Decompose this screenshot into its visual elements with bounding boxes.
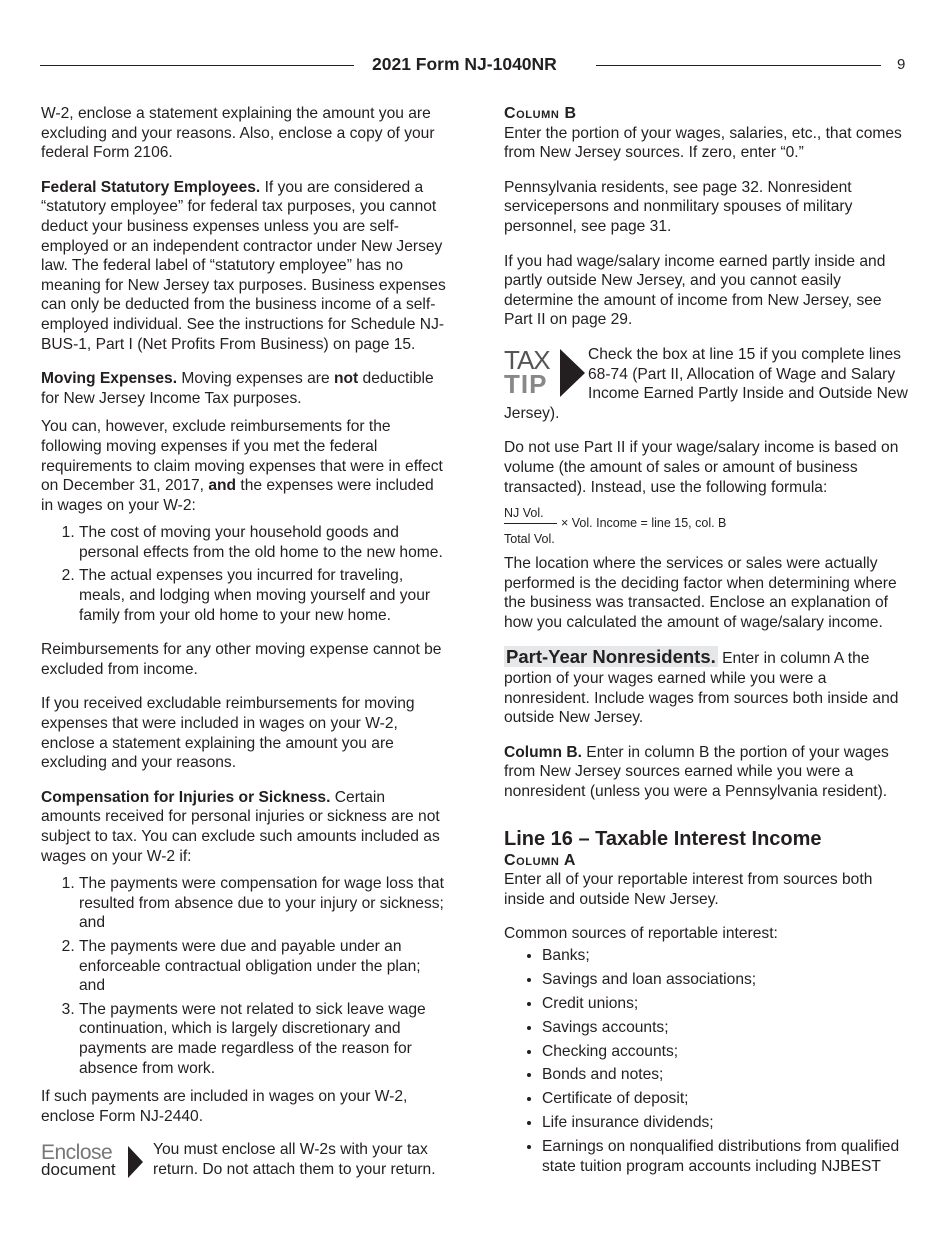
- header-rule-left: [40, 65, 354, 66]
- run-in-heading: Federal Statutory Employees.: [41, 178, 261, 196]
- list-item: • Checking accounts;: [542, 1042, 912, 1062]
- tax-tip-text: Check the box at line 15 if you complete lines 68-74 (Part II, Allocation of Wage and Salary Income Earned Partly Inside and Outside New Jersey).: [504, 345, 908, 422]
- emphasis: and: [208, 477, 237, 495]
- volume-formula: [504, 506, 912, 548]
- enclose-label: Enclose: [41, 1141, 113, 1165]
- enclose-text: You must enclose all W-2s with your tax return. Do not attach them to your return.: [153, 1141, 436, 1178]
- statutory-employees-paragraph: [41, 178, 449, 354]
- interest-sources-list: [504, 946, 912, 1176]
- column-b-paragraph: [504, 743, 912, 802]
- arrow-icon: [128, 1146, 143, 1178]
- paragraph-text: deductible for New Jersey Income Tax purposes.: [41, 370, 434, 407]
- injuries-paragraph: [41, 788, 449, 866]
- paragraph: Enter the portion of your wages, salaries, etc., that comes from New Jersey sources. If zero, enter “0.”: [504, 124, 902, 162]
- paragraph: W-2, enclose a statement explaining the amount you are excluding and your reasons. Also, enclose a copy of your federal Form 2106.: [41, 105, 435, 162]
- paragraph-text: Enter in column B the portion of your wages from New Jersey sources earned while you were a nonresident (unless you were a Pennsylvania resident).: [504, 743, 889, 801]
- page-header: [40, 55, 910, 77]
- moving-expenses-paragraph: [41, 369, 449, 408]
- list-item: • Banks;: [542, 946, 912, 966]
- formula-denominator: Total Vol.: [504, 532, 555, 547]
- paragraph: If you received excludable reimbursements for moving expenses that were included in wages on your W-2, enclose a statement explaining the amount you are excluding and your reasons.: [41, 695, 415, 772]
- right-column: [504, 104, 912, 1181]
- run-in-heading: Compensation for Injuries or Sickness.: [41, 788, 331, 806]
- formula-numerator: NJ Vol.: [504, 506, 544, 521]
- column-b-heading: Column B: [504, 105, 577, 122]
- list-item: 1. The cost of moving your household goods and personal effects from the old home to the new home.: [79, 523, 449, 562]
- left-column: [41, 104, 449, 1182]
- emphasis: not: [333, 370, 359, 388]
- list-item: • Earnings on nonqualified distributions from qualified state tuition program accounts including NJBEST: [542, 1137, 912, 1176]
- form-title: 2021 Form NJ-1040NR: [372, 54, 557, 74]
- paragraph-text: Moving expenses are: [177, 370, 334, 388]
- paragraph-text: You can, however, exclude reimbursements for the following moving expenses if you met the federal requirements to claim moving expenses that were in effect on December 31, 2017,: [41, 418, 443, 495]
- paragraph-text: If you are considered a “statutory employee” for federal tax purposes, you cannot deduct your business expenses unless you are self-employed or an independent contractor under New Jersey law. The federal label of “statutory employee” has no meaning for New Jersey tax purposes. Business expenses can only be deducted from the business income of a self-employed individual. See the instructions for Schedule NJ-BUS-1, Part I (Net Profits From Business) on page 15.: [41, 178, 446, 353]
- injury-conditions-list: [41, 874, 449, 1078]
- list-item: • Savings and loan associations;: [542, 970, 912, 990]
- list-item: • Bonds and notes;: [542, 1065, 912, 1085]
- run-in-heading: Column B.: [504, 743, 582, 761]
- paragraph: Enter all of your reportable interest from sources both inside and outside New Jersey.: [504, 871, 873, 908]
- paragraph: Reimbursements for any other moving expense cannot be excluded from income.: [41, 641, 442, 678]
- tax-tip-callout: [504, 345, 912, 423]
- line-16-heading: Line 16 – Taxable Interest Income: [504, 827, 822, 850]
- column-a-heading: Column A: [504, 851, 577, 869]
- tax-tip-icon: [504, 344, 588, 401]
- moving-expense-list: [41, 523, 449, 625]
- paragraph: If you had wage/salary income earned partly inside and partly outside New Jersey, and you cannot easily determine the amount of income from New Jersey, see Part II on page 29.: [504, 252, 886, 329]
- list-item: • Life insurance dividends;: [542, 1113, 912, 1133]
- list-item: • Certificate of deposit;: [542, 1089, 912, 1109]
- list-item: 3. The payments were not related to sick leave wage continuation, which is largely discretionary and payments are made regardless of the reason for absence from work.: [79, 1000, 449, 1078]
- paragraph-text: Enter in column A the portion of your wages earned while you were a nonresident. Include wages from sources both inside and outside New Jersey.: [504, 650, 899, 727]
- paragraph: Pennsylvania residents, see page 32. Nonresident servicepersons and nonmilitary spouses of military personnel, see page 31.: [504, 178, 853, 235]
- paragraph: Do not use Part II if your wage/salary income is based on volume (the amount of sales or amount of business transacted). Instead, use the following formula:: [504, 439, 899, 496]
- header-rule-right: [596, 65, 881, 66]
- paragraph-text: the expenses were included in wages on your W-2:: [41, 477, 434, 514]
- run-in-heading: Moving Expenses.: [41, 370, 178, 388]
- paragraph: Common sources of reportable interest:: [504, 925, 778, 943]
- list-item: • Credit unions;: [542, 994, 912, 1014]
- enclose-document-callout: [41, 1140, 449, 1182]
- part-year-heading: Part-Year Nonresidents.: [506, 646, 716, 668]
- list-item: 2. The payments were due and payable under an enforceable contractual obligation under the plan; and: [79, 937, 449, 996]
- fraction-bar: [504, 523, 557, 524]
- tax-label: TAX: [504, 344, 550, 375]
- list-item: 2. The actual expenses you incurred for traveling, meals, and lodging when moving yourself and your family from your old home to your new home.: [79, 566, 449, 625]
- exclude-paragraph: [41, 417, 449, 515]
- list-item: 1. The payments were compensation for wage loss that resulted from absence due to your injury or sickness; and: [79, 874, 449, 933]
- formula-result: × Vol. Income = line 15, col. B: [561, 516, 727, 531]
- page-number: 9: [897, 56, 906, 73]
- paragraph: If such payments are included in wages on your W-2, enclose Form NJ-2440.: [41, 1088, 408, 1125]
- paragraph: The location where the services or sales were actually performed is the deciding factor when determining where the business was transacted. Enclose an explanation of how you calculated the amount of wage/salary income.: [504, 555, 897, 631]
- list-item: • Savings accounts;: [542, 1018, 912, 1038]
- arrow-icon: [560, 349, 585, 397]
- document-label: document: [41, 1160, 116, 1180]
- paragraph-text: Certain amounts received for personal injuries or sickness are not subject to tax. You can exclude such amounts included as wages on your W-2 if:: [41, 788, 440, 865]
- tip-label: TIP: [504, 368, 548, 399]
- part-year-paragraph: [504, 647, 912, 727]
